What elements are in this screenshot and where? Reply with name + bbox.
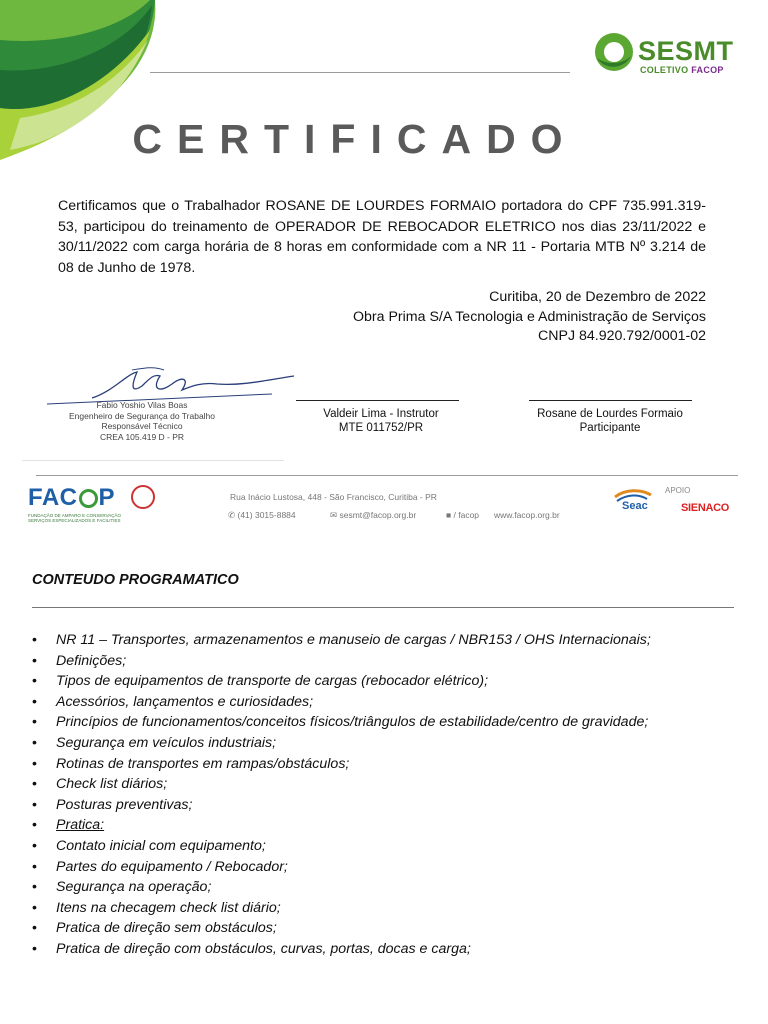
facop-word-2: P: [98, 484, 116, 511]
phone-icon: ✆: [228, 510, 236, 520]
list-item: • Rotinas de transportes em rampas/obstáculos;: [32, 754, 651, 775]
list-item: • Check list diários;: [32, 774, 651, 795]
s3-role: Participante: [579, 421, 641, 434]
company-name: Obra Prima S/A Tecnologia e Administração de Serviços: [352, 308, 706, 325]
list-item: • NR 11 – Transportes, armazenamentos e manuseio de cargas / NBR153 / OHS Internacionais;: [32, 630, 651, 651]
technical-responsible-text: [22, 400, 262, 442]
issue-block: [353, 288, 706, 347]
facop-word-1: FAC: [28, 484, 78, 511]
signature-technical: [22, 364, 284, 456]
footer-email[interactable]: [330, 510, 416, 521]
list-item: • Itens na checagem check list diário;: [32, 898, 651, 919]
phone-text: (41) 3015-8884: [237, 510, 296, 520]
program-title: CONTEUDO PROGRAMATICO: [32, 572, 239, 588]
facop-subtitle: FUNDAÇÃO DE AMPARO E CONSERVAÇÃO SERVIÇOS ESPECIALIZADOS E FACILITIES: [28, 513, 122, 523]
apoio-label: APOIO: [665, 486, 691, 495]
social-icon: ■: [446, 510, 452, 520]
list-item: • Pratica de direção sem obstáculos;: [32, 918, 651, 939]
s1-role: Engenheiro de Segurança do Trabalho: [68, 410, 216, 421]
company-cnpj: CNPJ 84.920.792/0001-02: [537, 328, 706, 344]
list-item: • Segurança em veículos industriais;: [32, 733, 651, 754]
footer-rule: [36, 475, 738, 476]
list-item: • Posturas preventivas;: [32, 795, 651, 816]
social-text: / facop: [453, 510, 480, 520]
list-item-practice: [32, 815, 651, 836]
footer-website[interactable]: www.facop.org.br: [494, 510, 560, 520]
sesmt-tagline: [640, 65, 724, 75]
list-item: • Pratica de direção com obstáculos, curvas, portas, docas e carga;: [32, 939, 651, 960]
instructor-signature-line: [296, 400, 459, 401]
s1-title: Responsável Técnico: [101, 421, 183, 431]
s1-name: Fabio Yoshio Vilas Boas: [96, 400, 188, 410]
list-item: • Tipos de equipamentos de transporte de cargas (rebocador elétrico);: [32, 671, 651, 692]
signature-divider: [22, 460, 284, 461]
list-item: • Segurança na operação;: [32, 877, 651, 898]
list-item: • Princípios de funcionamentos/conceitos físicos/triângulos de estabilidade/centro de gravidade;: [32, 712, 651, 733]
mail-icon: ✉: [330, 510, 338, 520]
list-item: • Acessórios, lançamentos e curiosidades;: [32, 692, 651, 713]
practice-heading: Pratica:: [56, 817, 105, 834]
signature-participant: [520, 408, 700, 435]
facop-badge-icon: [131, 485, 155, 509]
page-title: CERTIFICADO: [132, 116, 578, 162]
sienaco-logo: SIENACO: [678, 502, 732, 516]
tagline-coletivo: COLETIVO: [640, 65, 689, 75]
s2-name: Valdeir Lima - Instrutor: [323, 408, 439, 420]
list-item: • Partes do equipamento / Rebocador;: [32, 857, 651, 878]
facop-o-icon: [79, 489, 98, 508]
program-rule: [32, 607, 734, 608]
header-rule: [150, 72, 570, 73]
seac-wordmark: Seac: [622, 500, 648, 512]
sesmt-ring-icon: [594, 32, 634, 72]
sesmt-logo: [594, 32, 744, 80]
footer-address: Rua Inácio Lustosa, 448 - São Francisco, Curitiba - PR: [230, 492, 437, 502]
list-item: • Contato inicial com equipamento;: [32, 836, 651, 857]
s1-registration: CREA 105.419 D - PR: [99, 431, 185, 442]
participant-signature-line: [529, 400, 692, 401]
s2-registration: MTE 011752/PR: [338, 421, 424, 434]
s3-name: Rosane de Lourdes Formaio: [537, 408, 683, 420]
footer-social[interactable]: [446, 510, 479, 520]
sesmt-wordmark: SESMT: [638, 36, 734, 66]
place-date: Curitiba, 20 de Dezembro de 2022: [489, 289, 706, 305]
signature-instructor: [296, 408, 466, 435]
certificate-body: Certificamos que o Trabalhador ROSANE DE LOURDES FORMAIO portadora do CPF 735.991.319-53, participou do treinamento de OPERADOR DE REBOCADOR ELETRICO nos dias 23/11/2022 e 30/11/2022 com carga horária de 8 horas em conformidade com a NR 11 - Portaria MTB Nº 3.214 de 08 de Junho de 1978.: [58, 198, 706, 276]
list-item: • Definições;: [32, 651, 651, 672]
program-list: [32, 630, 651, 960]
footer-phone: [228, 510, 296, 521]
tagline-facop: FACOP: [691, 65, 724, 75]
email-text: sesmt@facop.org.br: [339, 510, 417, 520]
